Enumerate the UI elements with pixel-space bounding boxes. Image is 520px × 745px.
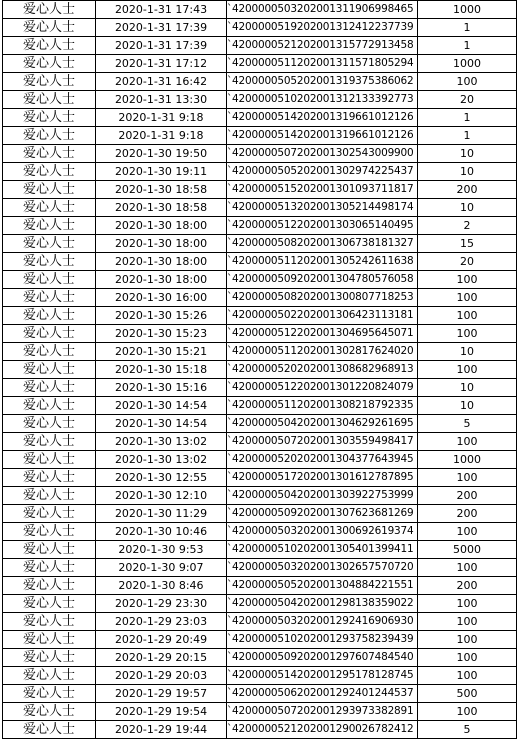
time-cell: 2020-1-30 15:23 — [96, 325, 227, 343]
table-row — [3, 541, 517, 559]
amount-cell: 100 — [418, 595, 517, 613]
table-row — [3, 343, 517, 361]
amount-cell: 1 — [418, 109, 517, 127]
table-row — [3, 253, 517, 271]
time-cell: 2020-1-30 8:46 — [96, 577, 227, 595]
donor-cell: 爱心人士 — [3, 361, 96, 379]
donor-cell: 爱心人士 — [3, 469, 96, 487]
table-row — [3, 361, 517, 379]
time-cell: 2020-1-30 14:54 — [96, 415, 227, 433]
table-row — [3, 163, 517, 181]
amount-cell: 1 — [418, 19, 517, 37]
time-cell: 2020-1-29 20:49 — [96, 631, 227, 649]
time-cell: 2020-1-30 15:16 — [96, 379, 227, 397]
time-cell: 2020-1-30 15:21 — [96, 343, 227, 361]
amount-cell: 10 — [418, 343, 517, 361]
donation-table-body — [3, 1, 517, 739]
table-row — [3, 91, 517, 109]
amount-cell: 100 — [418, 361, 517, 379]
time-cell: 2020-1-31 9:18 — [96, 109, 227, 127]
donor-cell: 爱心人士 — [3, 703, 96, 721]
time-cell: 2020-1-31 17:43 — [96, 1, 227, 19]
donor-cell: 爱心人士 — [3, 217, 96, 235]
amount-cell: 2 — [418, 217, 517, 235]
transaction-id-cell: `4200000504202001304629261695 — [227, 415, 418, 433]
transaction-id-cell: `4200000514202001319661012126 — [227, 127, 418, 145]
donor-cell: 爱心人士 — [3, 541, 96, 559]
time-cell: 2020-1-31 17:39 — [96, 37, 227, 55]
time-cell: 2020-1-29 20:03 — [96, 667, 227, 685]
table-row — [3, 73, 517, 91]
time-cell: 2020-1-31 13:30 — [96, 91, 227, 109]
transaction-id-cell: `4200000514202001319661012126 — [227, 109, 418, 127]
transaction-id-cell: `4200000503202001300692619374 — [227, 523, 418, 541]
table-row — [3, 577, 517, 595]
donor-cell: 爱心人士 — [3, 145, 96, 163]
donor-cell: 爱心人士 — [3, 487, 96, 505]
donor-cell: 爱心人士 — [3, 451, 96, 469]
amount-cell: 10 — [418, 163, 517, 181]
amount-cell: 1 — [418, 127, 517, 145]
donor-cell: 爱心人士 — [3, 37, 96, 55]
donor-cell: 爱心人士 — [3, 577, 96, 595]
amount-cell: 1 — [418, 37, 517, 55]
donor-cell: 爱心人士 — [3, 523, 96, 541]
table-row — [3, 325, 517, 343]
table-row — [3, 199, 517, 217]
amount-cell: 100 — [418, 289, 517, 307]
time-cell: 2020-1-30 15:26 — [96, 307, 227, 325]
amount-cell: 10 — [418, 145, 517, 163]
time-cell: 2020-1-30 12:10 — [96, 487, 227, 505]
table-row — [3, 271, 517, 289]
amount-cell: 100 — [418, 631, 517, 649]
time-cell: 2020-1-30 13:02 — [96, 433, 227, 451]
time-cell: 2020-1-30 9:07 — [96, 559, 227, 577]
time-cell: 2020-1-30 18:00 — [96, 217, 227, 235]
transaction-id-cell: `4200000503202001302657570720 — [227, 559, 418, 577]
donor-cell: 爱心人士 — [3, 325, 96, 343]
time-cell: 2020-1-30 19:11 — [96, 163, 227, 181]
amount-cell: 200 — [418, 505, 517, 523]
transaction-id-cell: `4200000514202001295178128745 — [227, 667, 418, 685]
amount-cell: 1000 — [418, 1, 517, 19]
transaction-id-cell: `4200000509202001297607484540 — [227, 649, 418, 667]
transaction-id-cell: `4200000512202001301220824079 — [227, 379, 418, 397]
transaction-id-cell: `4200000512202001304695645071 — [227, 325, 418, 343]
transaction-id-cell: `4200000511202001311571805294 — [227, 55, 418, 73]
table-row — [3, 595, 517, 613]
amount-cell: 100 — [418, 703, 517, 721]
donor-cell: 爱心人士 — [3, 685, 96, 703]
amount-cell: 200 — [418, 181, 517, 199]
transaction-id-cell: `4200000521202001315772913458 — [227, 37, 418, 55]
donor-cell: 爱心人士 — [3, 91, 96, 109]
donor-cell: 爱心人士 — [3, 19, 96, 37]
time-cell: 2020-1-30 19:50 — [96, 145, 227, 163]
table-row — [3, 559, 517, 577]
amount-cell: 20 — [418, 91, 517, 109]
amount-cell: 5 — [418, 721, 517, 739]
transaction-id-cell: `4200000520202001308682968913 — [227, 361, 418, 379]
transaction-id-cell: `4200000521202001290026782412 — [227, 721, 418, 739]
donor-cell: 爱心人士 — [3, 271, 96, 289]
table-row — [3, 505, 517, 523]
donor-cell: 爱心人士 — [3, 505, 96, 523]
transaction-id-cell: `4200000505202001302974225437 — [227, 163, 418, 181]
amount-cell: 100 — [418, 649, 517, 667]
donor-cell: 爱心人士 — [3, 1, 96, 19]
transaction-id-cell: `4200000508202001300807718253 — [227, 289, 418, 307]
amount-cell: 200 — [418, 487, 517, 505]
transaction-id-cell: `4200000507202001302543009900 — [227, 145, 418, 163]
transaction-id-cell: `4200000507202001293973382891 — [227, 703, 418, 721]
amount-cell: 100 — [418, 271, 517, 289]
transaction-id-cell: `4200000509202001304780576058 — [227, 271, 418, 289]
time-cell: 2020-1-30 18:00 — [96, 253, 227, 271]
amount-cell: 10 — [418, 397, 517, 415]
table-row — [3, 127, 517, 145]
time-cell: 2020-1-30 13:02 — [96, 451, 227, 469]
transaction-id-cell: `4200000504202001303922753999 — [227, 487, 418, 505]
transaction-id-cell: `4200000505202001304884221551 — [227, 577, 418, 595]
transaction-id-cell: `4200000503202001292416906930 — [227, 613, 418, 631]
table-row — [3, 1, 517, 19]
amount-cell: 200 — [418, 577, 517, 595]
table-row — [3, 487, 517, 505]
table-row — [3, 379, 517, 397]
amount-cell: 100 — [418, 433, 517, 451]
donor-cell: 爱心人士 — [3, 649, 96, 667]
table-row — [3, 433, 517, 451]
transaction-id-cell: `4200000511202001305242611638 — [227, 253, 418, 271]
transaction-id-cell: `4200000517202001301612787895 — [227, 469, 418, 487]
transaction-id-cell: `4200000508202001306738181327 — [227, 235, 418, 253]
transaction-id-cell: `4200000507202001303559498417 — [227, 433, 418, 451]
table-row — [3, 613, 517, 631]
amount-cell: 100 — [418, 613, 517, 631]
time-cell: 2020-1-29 19:44 — [96, 721, 227, 739]
table-row — [3, 181, 517, 199]
donor-cell: 爱心人士 — [3, 127, 96, 145]
transaction-id-cell: `4200000515202001301093711817 — [227, 181, 418, 199]
amount-cell: 5000 — [418, 541, 517, 559]
transaction-id-cell: `4200000505202001319375386062 — [227, 73, 418, 91]
time-cell: 2020-1-30 18:58 — [96, 199, 227, 217]
donor-cell: 爱心人士 — [3, 289, 96, 307]
amount-cell: 5 — [418, 415, 517, 433]
donor-cell: 爱心人士 — [3, 73, 96, 91]
amount-cell: 100 — [418, 523, 517, 541]
donor-cell: 爱心人士 — [3, 379, 96, 397]
donor-cell: 爱心人士 — [3, 613, 96, 631]
table-row — [3, 631, 517, 649]
time-cell: 2020-1-30 16:00 — [96, 289, 227, 307]
table-row — [3, 217, 517, 235]
table-row — [3, 667, 517, 685]
table-row — [3, 451, 517, 469]
transaction-id-cell: `4200000502202001306423113181 — [227, 307, 418, 325]
donor-cell: 爱心人士 — [3, 253, 96, 271]
amount-cell: 100 — [418, 559, 517, 577]
amount-cell: 1000 — [418, 55, 517, 73]
donor-cell: 爱心人士 — [3, 433, 96, 451]
donor-cell: 爱心人士 — [3, 559, 96, 577]
amount-cell: 10 — [418, 199, 517, 217]
transaction-id-cell: `4200000503202001311906998465 — [227, 1, 418, 19]
time-cell: 2020-1-30 15:18 — [96, 361, 227, 379]
transaction-id-cell: `4200000504202001298138359022 — [227, 595, 418, 613]
amount-cell: 100 — [418, 325, 517, 343]
time-cell: 2020-1-30 9:53 — [96, 541, 227, 559]
amount-cell: 100 — [418, 73, 517, 91]
transaction-id-cell: `4200000511202001302817624020 — [227, 343, 418, 361]
donor-cell: 爱心人士 — [3, 631, 96, 649]
time-cell: 2020-1-31 16:42 — [96, 73, 227, 91]
donor-cell: 爱心人士 — [3, 109, 96, 127]
transaction-id-cell: `4200000513202001305214498174 — [227, 199, 418, 217]
table-row — [3, 523, 517, 541]
table-row — [3, 37, 517, 55]
table-row — [3, 721, 517, 739]
table-row — [3, 685, 517, 703]
table-row — [3, 703, 517, 721]
table-row — [3, 109, 517, 127]
time-cell: 2020-1-29 23:30 — [96, 595, 227, 613]
donor-cell: 爱心人士 — [3, 415, 96, 433]
table-row — [3, 469, 517, 487]
donation-table — [2, 0, 517, 739]
donor-cell: 爱心人士 — [3, 667, 96, 685]
donor-cell: 爱心人士 — [3, 163, 96, 181]
time-cell: 2020-1-30 18:00 — [96, 235, 227, 253]
time-cell: 2020-1-29 20:15 — [96, 649, 227, 667]
time-cell: 2020-1-30 11:29 — [96, 505, 227, 523]
amount-cell: 15 — [418, 235, 517, 253]
amount-cell: 500 — [418, 685, 517, 703]
transaction-id-cell: `4200000520202001304377643945 — [227, 451, 418, 469]
transaction-id-cell: `4200000510202001305401399411 — [227, 541, 418, 559]
time-cell: 2020-1-31 17:12 — [96, 55, 227, 73]
table-row — [3, 307, 517, 325]
table-row — [3, 145, 517, 163]
transaction-id-cell: `4200000506202001292401244537 — [227, 685, 418, 703]
table-row — [3, 55, 517, 73]
table-row — [3, 397, 517, 415]
donor-cell: 爱心人士 — [3, 199, 96, 217]
transaction-id-cell: `4200000512202001303065140495 — [227, 217, 418, 235]
table-row — [3, 235, 517, 253]
time-cell: 2020-1-30 18:58 — [96, 181, 227, 199]
donor-cell: 爱心人士 — [3, 55, 96, 73]
amount-cell: 1000 — [418, 451, 517, 469]
table-row — [3, 415, 517, 433]
time-cell: 2020-1-31 17:39 — [96, 19, 227, 37]
donor-cell: 爱心人士 — [3, 595, 96, 613]
time-cell: 2020-1-30 14:54 — [96, 397, 227, 415]
transaction-id-cell: `4200000509202001307623681269 — [227, 505, 418, 523]
donor-cell: 爱心人士 — [3, 397, 96, 415]
transaction-id-cell: `4200000519202001312412237739 — [227, 19, 418, 37]
amount-cell: 100 — [418, 307, 517, 325]
time-cell: 2020-1-30 12:55 — [96, 469, 227, 487]
amount-cell: 100 — [418, 667, 517, 685]
donor-cell: 爱心人士 — [3, 235, 96, 253]
time-cell: 2020-1-30 10:46 — [96, 523, 227, 541]
time-cell: 2020-1-29 19:57 — [96, 685, 227, 703]
amount-cell: 100 — [418, 469, 517, 487]
transaction-id-cell: `4200000510202001312133392773 — [227, 91, 418, 109]
transaction-id-cell: `4200000510202001293758239439 — [227, 631, 418, 649]
donor-cell: 爱心人士 — [3, 307, 96, 325]
amount-cell: 20 — [418, 253, 517, 271]
donor-cell: 爱心人士 — [3, 181, 96, 199]
amount-cell: 10 — [418, 379, 517, 397]
time-cell: 2020-1-29 19:54 — [96, 703, 227, 721]
donor-cell: 爱心人士 — [3, 343, 96, 361]
table-row — [3, 19, 517, 37]
transaction-id-cell: `4200000511202001308218792335 — [227, 397, 418, 415]
time-cell: 2020-1-30 18:00 — [96, 271, 227, 289]
table-row — [3, 289, 517, 307]
donor-cell: 爱心人士 — [3, 721, 96, 739]
time-cell: 2020-1-31 9:18 — [96, 127, 227, 145]
time-cell: 2020-1-29 23:03 — [96, 613, 227, 631]
table-row — [3, 649, 517, 667]
